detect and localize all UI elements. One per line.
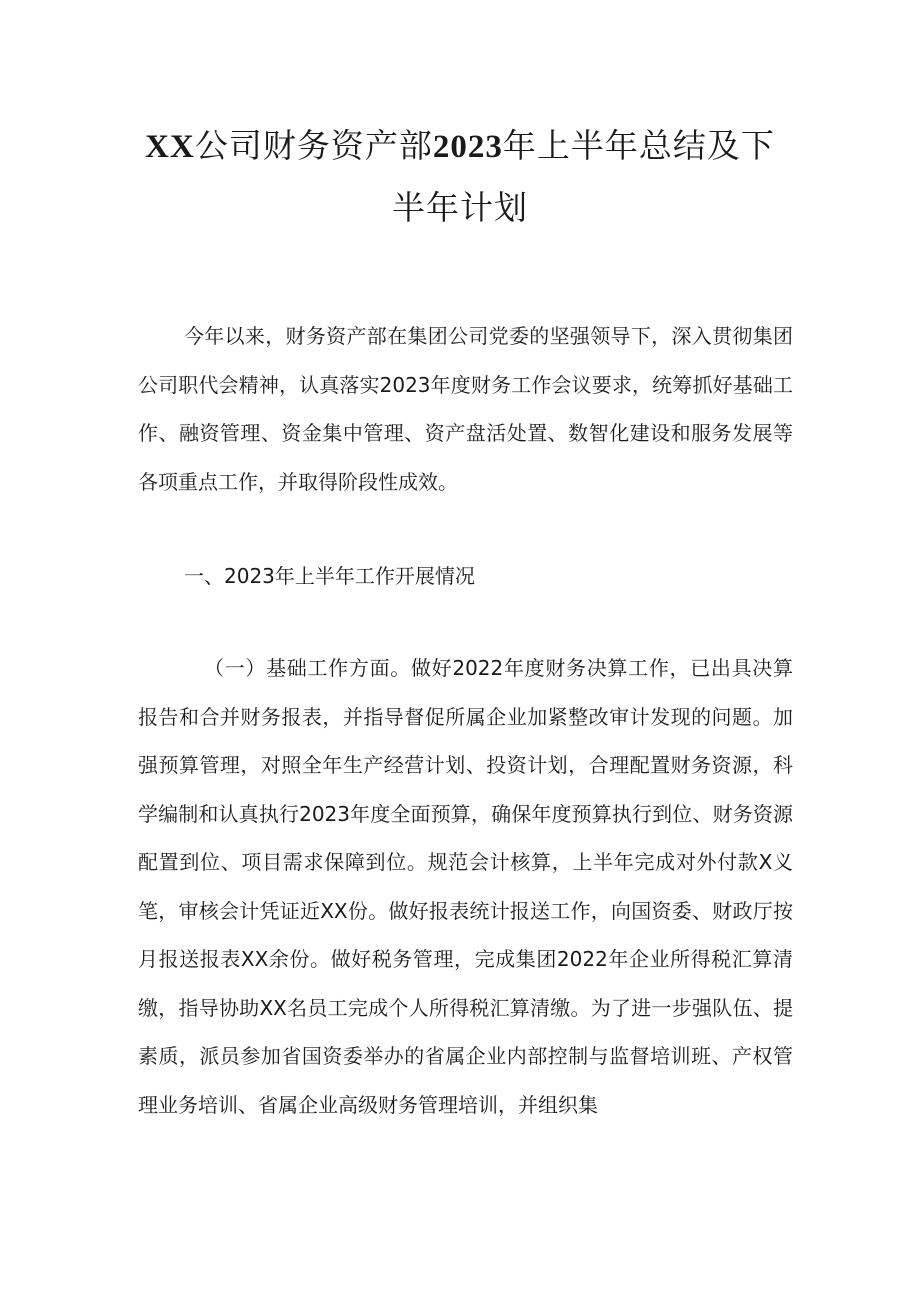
title-period: 年上半年总结及下: [502, 126, 775, 165]
intro-paragraph: 今年以来，财务资产部在集团公司党委的坚强领导下，深入贯彻集团公司职代会精神，认真落实2023年度财务工作会议要求，统筹抓好基础工作、融资管理、资金集中管理、资产盘活处置、数智化建设和服务发展等各项重点工作，并取得阶段性成效。: [138, 324, 793, 494]
title-year: 2023: [432, 129, 503, 165]
document-title-line-2: 半年计划: [392, 188, 528, 227]
title-company-placeholder: XX: [145, 129, 195, 165]
title-department: 公司财务资产部: [194, 126, 433, 165]
subsection-paragraph: （一）基础工作方面。做好2022年度财务决算工作，已出具决算报告和合并财务报表，并指导督促所属企业加紧整改审计发现的问题。加强预算管理，对照全年生产经营计划、投资计划，合理配置财务资源，科学编制和认真执行2023年度全面预算，确保年度预算执行到位、财务资源配置到位、项目需求保障到位。规范会计核算，上半年完成对外付款X义笔，审核会计凭证近XX份。做好报表统计报送工作，向国资委、财政厅按月报送报表XX余份。做好税务管理，完成集团2022年企业所得税汇算清缴，指导协助XX名员工完成个人所得税汇算清缴。为了进一步强队伍、提素质，派员参加省国资委举办的省属企业内部控制与监督培训班、产权管理业务培训、省属企业高级财务管理培训，并组织集: [138, 656, 793, 1117]
document-title-line-1: [120, 118, 800, 175]
section-heading: 一、2023年上半年工作开展情况: [184, 564, 475, 588]
